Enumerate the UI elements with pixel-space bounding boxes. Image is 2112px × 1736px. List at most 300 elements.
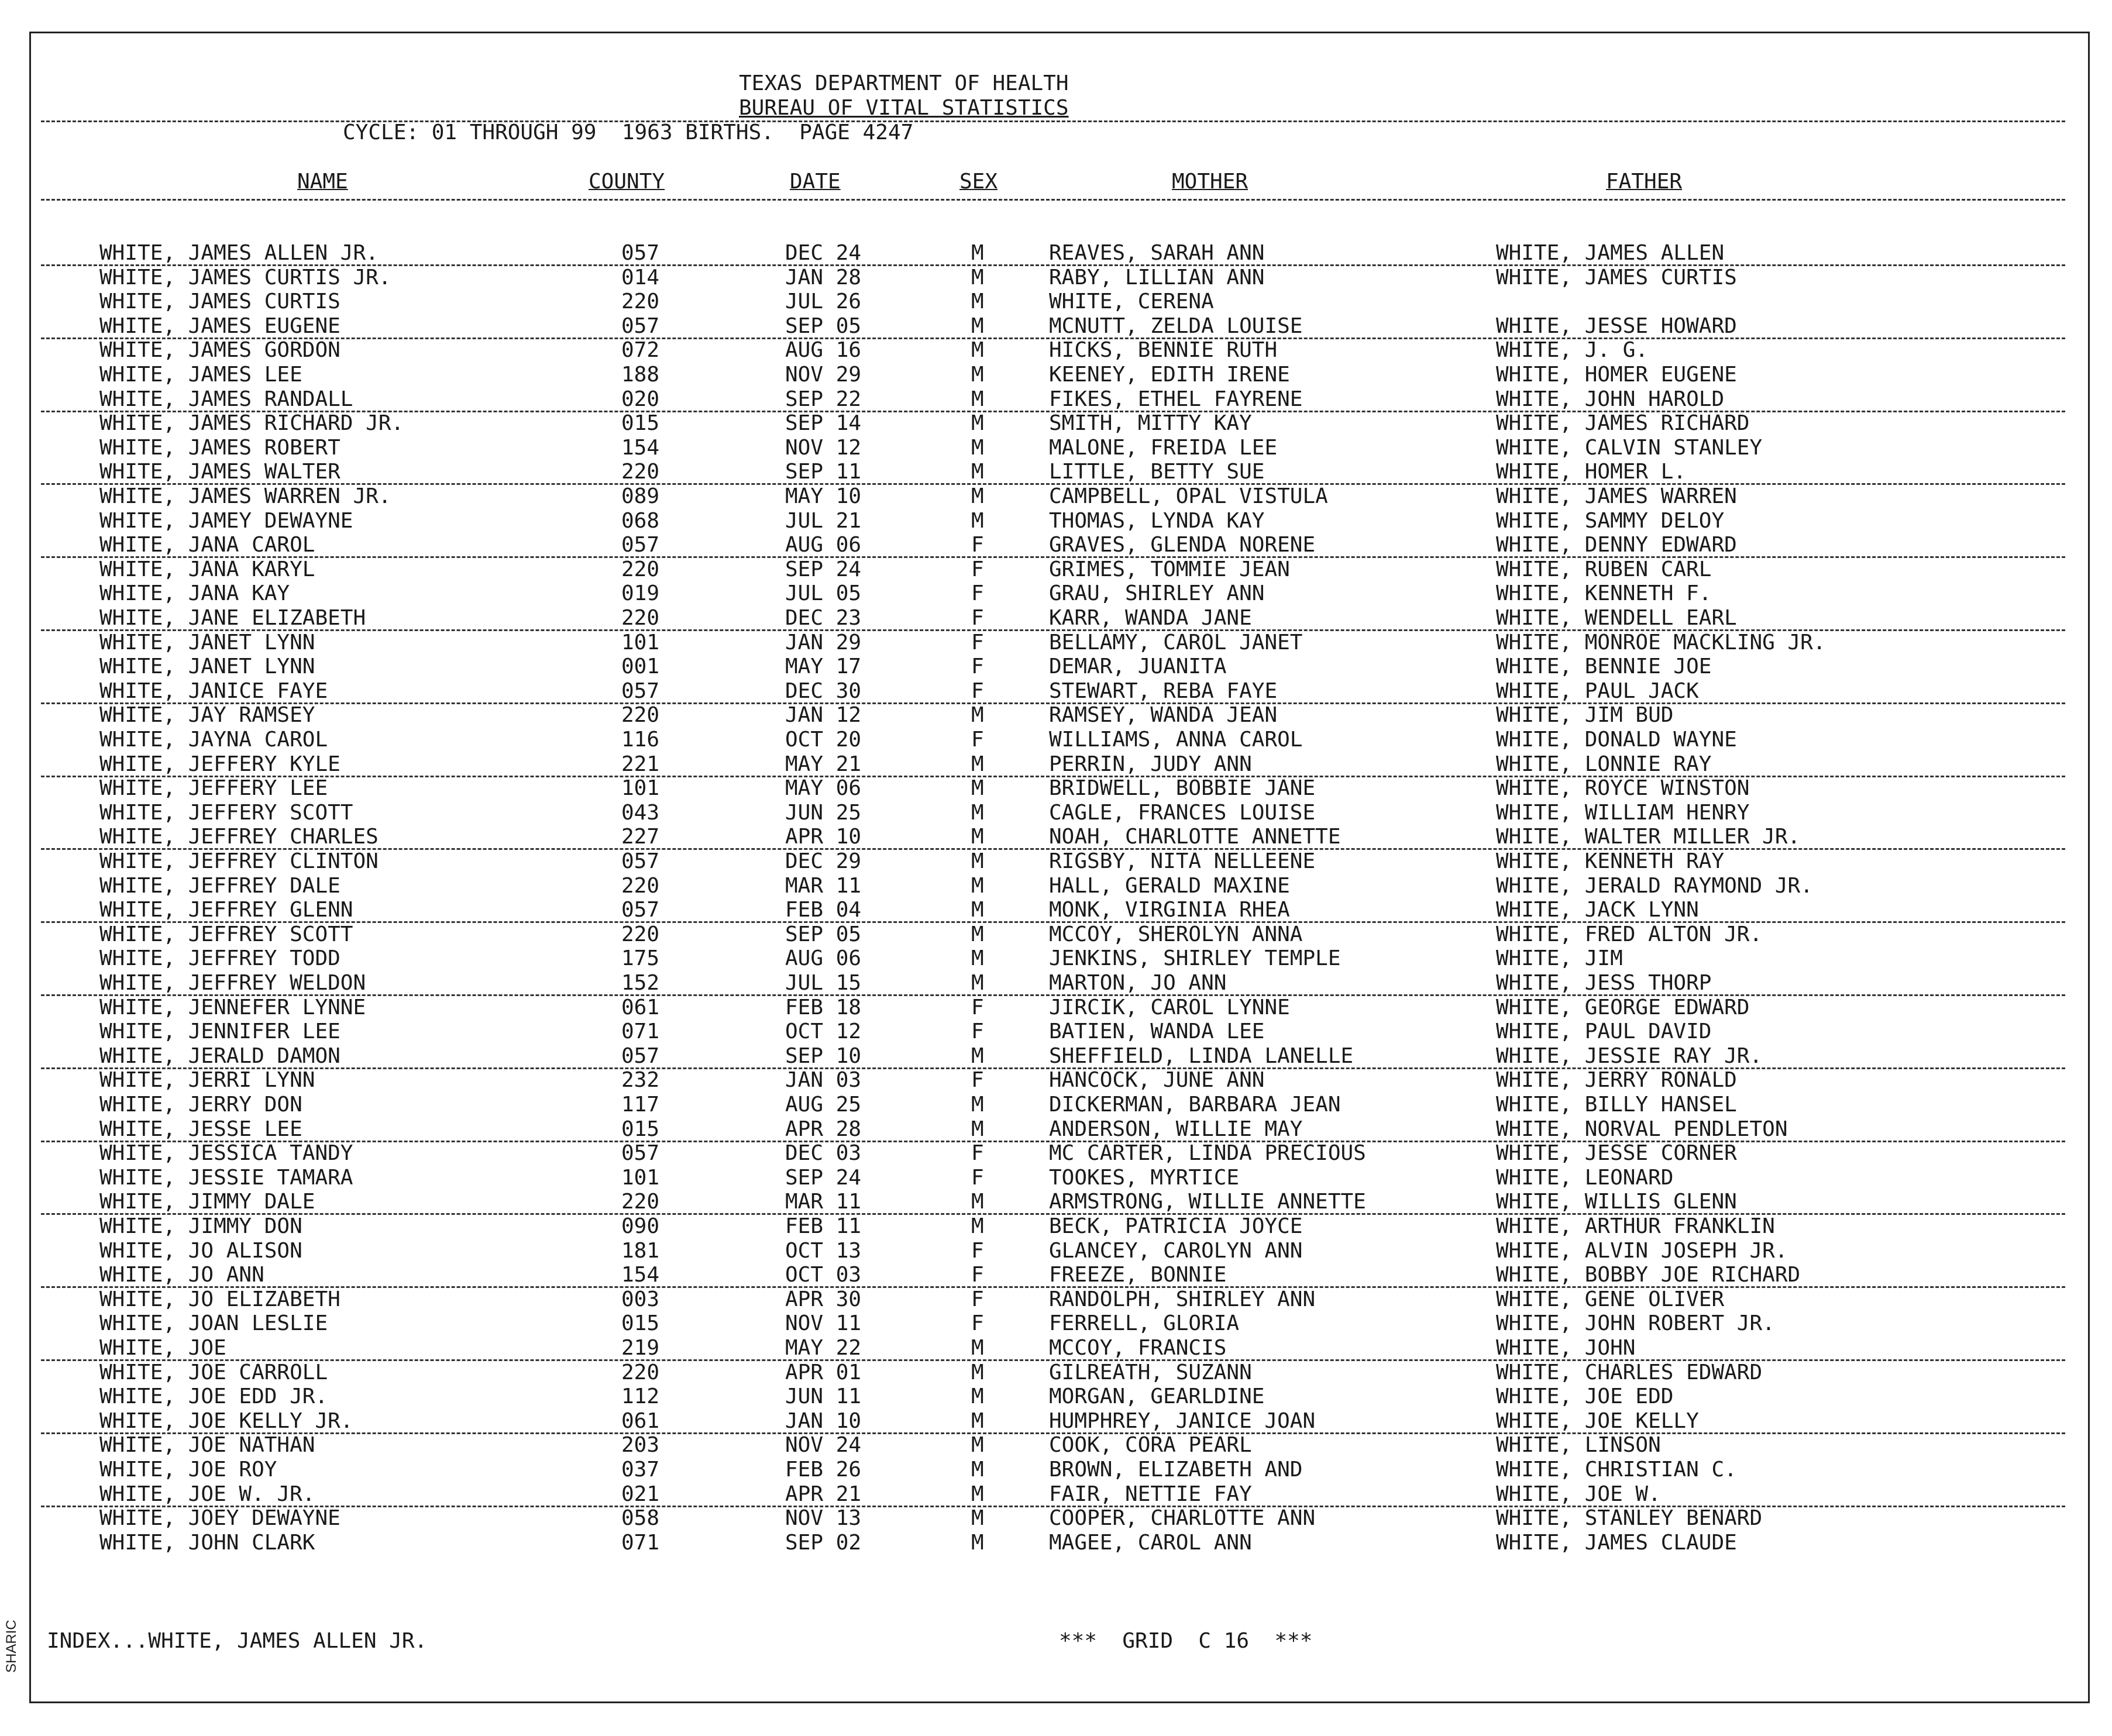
- cell-date: FEB 04: [785, 898, 862, 922]
- cell-father: WHITE, LINSON: [1496, 1433, 1661, 1457]
- cell-father: WHITE, JAMES ALLEN: [1496, 241, 1725, 265]
- cell-father: WHITE, KENNETH RAY: [1496, 849, 1725, 873]
- column-header-name: NAME: [297, 170, 348, 194]
- cell-date: JAN 12: [785, 703, 862, 727]
- cell-sex: F: [971, 631, 984, 655]
- cell-county: 203: [621, 1433, 660, 1457]
- cell-mother: GILREATH, SUZANN: [1049, 1360, 1252, 1384]
- cell-mother: WILLIAMS, ANNA CAROL: [1049, 728, 1303, 752]
- cell-county: 090: [621, 1214, 660, 1238]
- cell-sex: M: [971, 874, 984, 898]
- cell-county: 181: [621, 1239, 660, 1263]
- cell-sex: F: [971, 1311, 984, 1335]
- cell-name: WHITE, JAMES CURTIS JR.: [99, 266, 391, 290]
- cell-county: 072: [621, 338, 660, 362]
- cell-mother: PERRIN, JUDY ANN: [1049, 752, 1252, 776]
- cell-mother: MALONE, FREIDA LEE: [1049, 436, 1278, 460]
- cell-sex: M: [971, 1531, 984, 1555]
- cell-mother: SHEFFIELD, LINDA LANELLE: [1049, 1044, 1354, 1068]
- cell-county: 071: [621, 1531, 660, 1555]
- cell-mother: LITTLE, BETTY SUE: [1049, 460, 1265, 484]
- cell-sex: F: [971, 533, 984, 557]
- cell-mother: MONK, VIRGINIA RHEA: [1049, 898, 1290, 922]
- table-row: [0, 1506, 2112, 1530]
- cell-name: WHITE, JAMES RICHARD JR.: [99, 411, 404, 435]
- cell-mother: COOPER, CHARLOTTE ANN: [1049, 1506, 1316, 1530]
- cell-sex: F: [971, 581, 984, 605]
- cell-date: OCT 12: [785, 1019, 862, 1043]
- cell-mother: FIKES, ETHEL FAYRENE: [1049, 387, 1303, 411]
- cell-mother: DEMAR, JUANITA: [1049, 655, 1227, 678]
- cell-county: 154: [621, 1263, 660, 1287]
- cell-sex: M: [971, 946, 984, 970]
- cell-county: 015: [621, 411, 660, 435]
- cell-father: WHITE, JESS THORP: [1496, 971, 1712, 995]
- header-cycle: CYCLE: 01 THROUGH 99 1963 BIRTHS. PAGE 4247: [343, 120, 914, 144]
- cell-father: WHITE, ROYCE WINSTON: [1496, 776, 1750, 800]
- cell-date: DEC 24: [785, 241, 862, 265]
- cell-county: 057: [621, 898, 660, 922]
- cell-date: APR 28: [785, 1117, 862, 1141]
- cell-sex: M: [971, 1214, 984, 1238]
- cell-date: SEP 05: [785, 314, 862, 338]
- cell-mother: ANDERSON, WILLIE MAY: [1049, 1117, 1303, 1141]
- cell-sex: F: [971, 728, 984, 752]
- cell-father: WHITE, PAUL JACK: [1496, 679, 1699, 703]
- cell-mother: DICKERMAN, BARBARA JEAN: [1049, 1093, 1341, 1117]
- cell-father: WHITE, JERALD RAYMOND JR.: [1496, 874, 1813, 898]
- cell-county: 116: [621, 728, 660, 752]
- cell-sex: M: [971, 1433, 984, 1457]
- cell-date: APR 21: [785, 1482, 862, 1506]
- cell-date: JUL 15: [785, 971, 862, 995]
- cell-father: WHITE, JOE KELLY: [1496, 1409, 1699, 1433]
- table-row: [0, 971, 2112, 995]
- cell-date: AUG 06: [785, 533, 862, 557]
- cell-date: MAY 22: [785, 1336, 862, 1360]
- cell-sex: M: [971, 1360, 984, 1384]
- cell-name: WHITE, JOE EDD JR.: [99, 1384, 328, 1408]
- cell-sex: M: [971, 411, 984, 435]
- cell-date: JAN 29: [785, 631, 862, 655]
- table-row: [0, 509, 2112, 533]
- cell-date: FEB 26: [785, 1458, 862, 1482]
- table-row: [0, 703, 2112, 727]
- cell-name: WHITE, JAMES GORDON: [99, 338, 340, 362]
- cell-mother: MCCOY, FRANCIS: [1049, 1336, 1227, 1360]
- cell-county: 061: [621, 1409, 660, 1433]
- cell-county: 057: [621, 533, 660, 557]
- cell-name: WHITE, JESSIE TAMARA: [99, 1166, 353, 1190]
- cell-name: WHITE, JANET LYNN: [99, 655, 315, 678]
- cell-father: WHITE, JOHN HAROLD: [1496, 387, 1725, 411]
- cell-name: WHITE, JEFFERY SCOTT: [99, 801, 353, 825]
- cell-sex: F: [971, 1019, 984, 1043]
- cell-date: NOV 24: [785, 1433, 862, 1457]
- cell-father: WHITE, DENNY EDWARD: [1496, 533, 1737, 557]
- cell-date: AUG 25: [785, 1093, 862, 1117]
- cell-sex: M: [971, 1482, 984, 1506]
- cell-date: DEC 03: [785, 1141, 862, 1165]
- cell-name: WHITE, JAMES RANDALL: [99, 387, 353, 411]
- cell-county: 068: [621, 509, 660, 533]
- column-header-county: COUNTY: [589, 170, 665, 194]
- cell-name: WHITE, JAMES ALLEN JR.: [99, 241, 379, 265]
- table-row: [0, 1044, 2112, 1068]
- cell-father: WHITE, JIM BUD: [1496, 703, 1674, 727]
- cell-father: WHITE, ARTHUR FRANKLIN: [1496, 1214, 1775, 1238]
- cell-county: 220: [621, 703, 660, 727]
- cell-name: WHITE, JOHN CLARK: [99, 1531, 315, 1555]
- cell-mother: HANCOCK, JUNE ANN: [1049, 1068, 1265, 1092]
- cell-name: WHITE, JESSICA TANDY: [99, 1141, 353, 1165]
- cell-father: WHITE, JAMES WARREN: [1496, 484, 1737, 508]
- cell-name: WHITE, JIMMY DON: [99, 1214, 302, 1238]
- table-row: [0, 849, 2112, 873]
- table-row: [0, 1019, 2112, 1043]
- cell-county: 043: [621, 801, 660, 825]
- cell-mother: MCCOY, SHEROLYN ANNA: [1049, 922, 1303, 946]
- cell-father: WHITE, HOMER EUGENE: [1496, 363, 1737, 387]
- cell-date: SEP 10: [785, 1044, 862, 1068]
- cell-sex: M: [971, 290, 984, 314]
- cell-county: 037: [621, 1458, 660, 1482]
- cell-mother: GRAVES, GLENDA NORENE: [1049, 533, 1316, 557]
- table-row: [0, 1263, 2112, 1287]
- cell-sex: M: [971, 922, 984, 946]
- table-row: [0, 1360, 2112, 1384]
- cell-mother: MORGAN, GEARLDINE: [1049, 1384, 1265, 1408]
- cell-county: 220: [621, 290, 660, 314]
- table-row: [0, 801, 2112, 825]
- footer-grid: *** GRID C 16 ***: [1059, 1629, 1313, 1653]
- cell-county: 188: [621, 363, 660, 387]
- cell-mother: MCNUTT, ZELDA LOUISE: [1049, 314, 1303, 338]
- cell-date: OCT 20: [785, 728, 862, 752]
- cell-mother: FAIR, NETTIE FAY: [1049, 1482, 1252, 1506]
- cell-sex: M: [971, 898, 984, 922]
- cell-date: NOV 13: [785, 1506, 862, 1530]
- cell-date: AUG 16: [785, 338, 862, 362]
- cell-county: 057: [621, 849, 660, 873]
- cell-father: WHITE, LEONARD: [1496, 1166, 1674, 1190]
- table-row: [0, 411, 2112, 435]
- cell-sex: M: [971, 387, 984, 411]
- cell-sex: F: [971, 996, 984, 1019]
- cell-name: WHITE, JEFFREY WELDON: [99, 971, 366, 995]
- cell-father: WHITE, JOE EDD: [1496, 1384, 1674, 1408]
- cell-name: WHITE, JERALD DAMON: [99, 1044, 340, 1068]
- table-row: [0, 1190, 2112, 1214]
- cell-father: WHITE, WILLIS GLENN: [1496, 1190, 1737, 1214]
- cell-date: NOV 29: [785, 363, 862, 387]
- cell-sex: F: [971, 1239, 984, 1263]
- cell-mother: COOK, CORA PEARL: [1049, 1433, 1252, 1457]
- cell-date: JAN 03: [785, 1068, 862, 1092]
- cell-sex: M: [971, 436, 984, 460]
- cell-name: WHITE, JAMES EUGENE: [99, 314, 340, 338]
- cell-county: 112: [621, 1384, 660, 1408]
- cell-county: 227: [621, 825, 660, 849]
- cell-mother: WHITE, CERENA: [1049, 290, 1214, 314]
- cell-date: NOV 11: [785, 1311, 862, 1335]
- table-row: [0, 1531, 2112, 1555]
- cell-mother: TOOKES, MYRTICE: [1049, 1166, 1240, 1190]
- cell-date: SEP 14: [785, 411, 862, 435]
- cell-name: WHITE, JO ELIZABETH: [99, 1287, 340, 1311]
- cell-father: WHITE, RUBEN CARL: [1496, 557, 1712, 581]
- cell-name: WHITE, JAMES WALTER: [99, 460, 340, 484]
- cell-mother: BATIEN, WANDA LEE: [1049, 1019, 1265, 1043]
- cell-date: JAN 10: [785, 1409, 862, 1433]
- cell-mother: THOMAS, LYNDA KAY: [1049, 509, 1265, 533]
- table-row: [0, 1336, 2112, 1360]
- cell-name: WHITE, JOE KELLY JR.: [99, 1409, 353, 1433]
- cell-county: 221: [621, 752, 660, 776]
- cell-sex: M: [971, 460, 984, 484]
- cell-county: 101: [621, 776, 660, 800]
- cell-sex: M: [971, 1336, 984, 1360]
- column-header-father: FATHER: [1606, 170, 1683, 194]
- table-row: [0, 484, 2112, 508]
- table-row: [0, 241, 2112, 265]
- cell-sex: M: [971, 266, 984, 290]
- cell-county: 001: [621, 655, 660, 678]
- cell-date: SEP 11: [785, 460, 862, 484]
- cell-name: WHITE, JIMMY DALE: [99, 1190, 315, 1214]
- cell-county: 021: [621, 1482, 660, 1506]
- table-row: [0, 1384, 2112, 1408]
- cell-father: WHITE, JERRY RONALD: [1496, 1068, 1737, 1092]
- cell-mother: ARMSTRONG, WILLIE ANNETTE: [1049, 1190, 1366, 1214]
- cell-sex: M: [971, 971, 984, 995]
- cell-county: 220: [621, 557, 660, 581]
- cell-mother: STEWART, REBA FAYE: [1049, 679, 1278, 703]
- cell-sex: M: [971, 484, 984, 508]
- cell-name: WHITE, JOE CARROLL: [99, 1360, 328, 1384]
- cell-father: WHITE, JOHN: [1496, 1336, 1636, 1360]
- cell-county: 015: [621, 1117, 660, 1141]
- cell-father: WHITE, WILLIAM HENRY: [1496, 801, 1750, 825]
- cell-mother: HALL, GERALD MAXINE: [1049, 874, 1290, 898]
- cell-father: WHITE, GENE OLIVER: [1496, 1287, 1725, 1311]
- table-row: [0, 946, 2112, 970]
- cell-county: 057: [621, 679, 660, 703]
- cell-mother: BRIDWELL, BOBBIE JANE: [1049, 776, 1316, 800]
- cell-county: 019: [621, 581, 660, 605]
- table-row: [0, 1141, 2112, 1165]
- cell-date: JUL 21: [785, 509, 862, 533]
- table-row: [0, 436, 2112, 460]
- cell-name: WHITE, JANA KAY: [99, 581, 290, 605]
- table-row: [0, 533, 2112, 557]
- cell-mother: RIGSBY, NITA NELLEENE: [1049, 849, 1316, 873]
- cell-sex: F: [971, 1263, 984, 1287]
- cell-father: WHITE, JESSE HOWARD: [1496, 314, 1737, 338]
- header-department: TEXAS DEPARTMENT OF HEALTH: [739, 71, 1069, 95]
- cell-mother: KEENEY, EDITH IRENE: [1049, 363, 1290, 387]
- cell-date: FEB 18: [785, 996, 862, 1019]
- cell-name: WHITE, JAMEY DEWAYNE: [99, 509, 353, 533]
- table-row: [0, 1166, 2112, 1190]
- table-row: [0, 631, 2112, 655]
- cell-sex: F: [971, 1287, 984, 1311]
- cell-father: WHITE, GEORGE EDWARD: [1496, 996, 1750, 1019]
- cell-father: WHITE, CHARLES EDWARD: [1496, 1360, 1763, 1384]
- column-header-mother: MOTHER: [1172, 170, 1248, 194]
- table-row: [0, 1239, 2112, 1263]
- cell-county: 057: [621, 1141, 660, 1165]
- cell-sex: M: [971, 363, 984, 387]
- cell-sex: F: [971, 679, 984, 703]
- cell-sex: M: [971, 801, 984, 825]
- cell-sex: F: [971, 1166, 984, 1190]
- cell-sex: M: [971, 1458, 984, 1482]
- table-row: [0, 363, 2112, 387]
- cell-mother: GLANCEY, CAROLYN ANN: [1049, 1239, 1303, 1263]
- cell-sex: M: [971, 776, 984, 800]
- cell-date: SEP 24: [785, 1166, 862, 1190]
- cell-mother: NOAH, CHARLOTTE ANNETTE: [1049, 825, 1341, 849]
- cell-name: WHITE, JEFFREY CHARLES: [99, 825, 379, 849]
- cell-county: 071: [621, 1019, 660, 1043]
- cell-county: 057: [621, 241, 660, 265]
- cell-county: 101: [621, 631, 660, 655]
- cell-mother: BELLAMY, CAROL JANET: [1049, 631, 1303, 655]
- cell-name: WHITE, JEFFREY SCOTT: [99, 922, 353, 946]
- header-bureau: BUREAU OF VITAL STATISTICS: [739, 96, 1069, 120]
- cell-date: APR 10: [785, 825, 862, 849]
- cell-father: WHITE, BENNIE JOE: [1496, 655, 1712, 678]
- cell-county: 057: [621, 1044, 660, 1068]
- cell-father: WHITE, DONALD WAYNE: [1496, 728, 1737, 752]
- cell-father: WHITE, LONNIE RAY: [1496, 752, 1712, 776]
- cell-father: WHITE, JESSIE RAY JR.: [1496, 1044, 1763, 1068]
- cell-father: WHITE, ALVIN JOSEPH JR.: [1496, 1239, 1788, 1263]
- cell-sex: M: [971, 1093, 984, 1117]
- cell-sex: M: [971, 752, 984, 776]
- cell-mother: BECK, PATRICIA JOYCE: [1049, 1214, 1303, 1238]
- cell-mother: GRAU, SHIRLEY ANN: [1049, 581, 1265, 605]
- cell-mother: FERRELL, GLORIA: [1049, 1311, 1240, 1335]
- table-row: [0, 1068, 2112, 1092]
- cell-father: WHITE, JOE W.: [1496, 1482, 1661, 1506]
- cell-name: WHITE, JO ANN: [99, 1263, 264, 1287]
- cell-mother: FREEZE, BONNIE: [1049, 1263, 1227, 1287]
- cell-name: WHITE, JOE NATHAN: [99, 1433, 315, 1457]
- cell-name: WHITE, JANET LYNN: [99, 631, 315, 655]
- cell-name: WHITE, JOE W. JR.: [99, 1482, 315, 1506]
- table-row: [0, 1117, 2112, 1141]
- cell-name: WHITE, JOAN LESLIE: [99, 1311, 328, 1335]
- cell-county: 061: [621, 996, 660, 1019]
- cell-date: NOV 12: [785, 436, 862, 460]
- cell-county: 154: [621, 436, 660, 460]
- cell-county: 220: [621, 606, 660, 630]
- cell-father: WHITE, HOMER L.: [1496, 460, 1687, 484]
- cell-county: 015: [621, 1311, 660, 1335]
- cell-name: WHITE, JERRY DON: [99, 1093, 302, 1117]
- table-row: [0, 1409, 2112, 1433]
- cell-sex: F: [971, 655, 984, 678]
- cell-mother: REAVES, SARAH ANN: [1049, 241, 1265, 265]
- cell-date: DEC 23: [785, 606, 862, 630]
- cell-name: WHITE, JO ALISON: [99, 1239, 302, 1263]
- cell-date: MAR 11: [785, 874, 862, 898]
- table-row: [0, 1287, 2112, 1311]
- cell-date: MAY 21: [785, 752, 862, 776]
- cell-father: WHITE, JAMES CURTIS: [1496, 266, 1737, 290]
- cell-name: WHITE, JEFFREY GLENN: [99, 898, 353, 922]
- cell-date: FEB 11: [785, 1214, 862, 1238]
- cell-date: JAN 28: [785, 266, 862, 290]
- cell-date: JUL 26: [785, 290, 862, 314]
- cell-county: 220: [621, 1190, 660, 1214]
- table-row: [0, 996, 2112, 1019]
- cell-father: WHITE, WENDELL EARL: [1496, 606, 1737, 630]
- cell-father: WHITE, BILLY HANSEL: [1496, 1093, 1737, 1117]
- cell-name: WHITE, JESSE LEE: [99, 1117, 302, 1141]
- cell-date: APR 01: [785, 1360, 862, 1384]
- cell-county: 057: [621, 314, 660, 338]
- cell-father: WHITE, JESSE CORNER: [1496, 1141, 1737, 1165]
- table-row: [0, 776, 2112, 800]
- cell-date: MAY 10: [785, 484, 862, 508]
- cell-name: WHITE, JEFFREY CLINTON: [99, 849, 379, 873]
- cell-county: 014: [621, 266, 660, 290]
- footer-index: INDEX...WHITE, JAMES ALLEN JR.: [47, 1629, 428, 1653]
- table-row: [0, 1214, 2112, 1238]
- cell-mother: MC CARTER, LINDA PRECIOUS: [1049, 1141, 1366, 1165]
- cell-sex: M: [971, 338, 984, 362]
- cell-county: 219: [621, 1336, 660, 1360]
- cell-name: WHITE, JERRI LYNN: [99, 1068, 315, 1092]
- table-row: [0, 606, 2112, 630]
- cell-name: WHITE, JANA KARYL: [99, 557, 315, 581]
- cell-father: WHITE, JACK LYNN: [1496, 898, 1699, 922]
- table-row: [0, 460, 2112, 484]
- cell-mother: RANDOLPH, SHIRLEY ANN: [1049, 1287, 1316, 1311]
- cell-father: WHITE, WALTER MILLER JR.: [1496, 825, 1801, 849]
- cell-date: SEP 02: [785, 1531, 862, 1555]
- cell-name: WHITE, JAY RAMSEY: [99, 703, 315, 727]
- table-row: [0, 752, 2112, 776]
- cell-sex: M: [971, 1384, 984, 1408]
- cell-mother: HICKS, BENNIE RUTH: [1049, 338, 1278, 362]
- cell-sex: M: [971, 825, 984, 849]
- cell-sex: M: [971, 509, 984, 533]
- cell-name: WHITE, JOEY DEWAYNE: [99, 1506, 340, 1530]
- cell-name: WHITE, JANA CAROL: [99, 533, 315, 557]
- table-row: [0, 387, 2112, 411]
- cell-sex: M: [971, 703, 984, 727]
- cell-sex: M: [971, 314, 984, 338]
- table-row: [0, 338, 2112, 362]
- column-header-rule: [41, 199, 2065, 201]
- cell-county: 220: [621, 874, 660, 898]
- table-row: [0, 728, 2112, 752]
- cell-name: WHITE, JENNIFER LEE: [99, 1019, 340, 1043]
- cell-county: 117: [621, 1093, 660, 1117]
- cell-date: AUG 06: [785, 946, 862, 970]
- cell-mother: KARR, WANDA JANE: [1049, 606, 1252, 630]
- cell-name: WHITE, JAMES WARREN JR.: [99, 484, 391, 508]
- cell-father: WHITE, JAMES RICHARD: [1496, 411, 1750, 435]
- cell-name: WHITE, JAMES CURTIS: [99, 290, 340, 314]
- cell-sex: M: [971, 1409, 984, 1433]
- cell-date: MAY 17: [785, 655, 862, 678]
- table-row: [0, 557, 2112, 581]
